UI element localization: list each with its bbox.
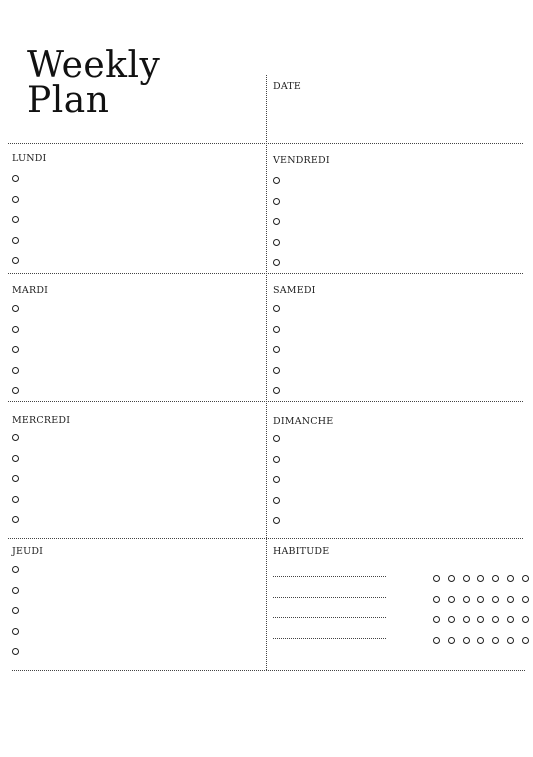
- title-line-1: Weekly: [27, 45, 161, 86]
- checkbox-bullet[interactable]: [12, 607, 19, 614]
- center-divider: [266, 75, 267, 670]
- checkbox-bullet[interactable]: [273, 198, 280, 205]
- habit-name-line[interactable]: [273, 617, 386, 618]
- day-label-mardi: MARDI: [12, 285, 49, 296]
- habit-check-circle[interactable]: [477, 637, 484, 644]
- habit-check-circle[interactable]: [463, 637, 470, 644]
- checkbox-bullet[interactable]: [273, 305, 280, 312]
- checkbox-bullet[interactable]: [273, 517, 280, 524]
- checkbox-bullet[interactable]: [273, 476, 280, 483]
- checkbox-bullet[interactable]: [12, 305, 19, 312]
- habit-check-circle[interactable]: [522, 616, 529, 623]
- checkbox-bullet[interactable]: [12, 475, 19, 482]
- checkbox-bullet[interactable]: [273, 367, 280, 374]
- checkbox-bullet[interactable]: [273, 177, 280, 184]
- checkbox-bullet[interactable]: [12, 346, 19, 353]
- checkbox-bullet[interactable]: [273, 435, 280, 442]
- checkbox-bullet[interactable]: [273, 497, 280, 504]
- habit-check-circle[interactable]: [522, 596, 529, 603]
- day-label-samedi: SAMEDI: [273, 285, 316, 296]
- habit-check-circle[interactable]: [463, 596, 470, 603]
- habit-check-circle[interactable]: [477, 596, 484, 603]
- divider-bottom: [12, 670, 525, 671]
- title-line-2: Plan: [27, 80, 110, 121]
- checkbox-bullet[interactable]: [12, 216, 19, 223]
- checkbox-bullet[interactable]: [12, 455, 19, 462]
- checkbox-bullet[interactable]: [12, 175, 19, 182]
- checkbox-bullet[interactable]: [273, 259, 280, 266]
- habit-check-circle[interactable]: [433, 596, 440, 603]
- habit-check-circle[interactable]: [492, 596, 499, 603]
- habit-check-circle[interactable]: [522, 575, 529, 582]
- day-label-vendredi: VENDREDI: [273, 155, 330, 166]
- checkbox-bullet[interactable]: [12, 516, 19, 523]
- checkbox-bullet[interactable]: [12, 566, 19, 573]
- day-label-lundi: LUNDI: [12, 153, 47, 164]
- checkbox-bullet[interactable]: [273, 326, 280, 333]
- checkbox-bullet[interactable]: [12, 367, 19, 374]
- habit-check-circle[interactable]: [463, 575, 470, 582]
- day-label-mercredi: MERCREDI: [12, 415, 71, 426]
- checkbox-bullet[interactable]: [12, 387, 19, 394]
- date-label: DATE: [273, 81, 302, 92]
- habit-check-circle[interactable]: [507, 637, 514, 644]
- page-title: [27, 45, 161, 121]
- habit-check-circle[interactable]: [433, 637, 440, 644]
- habit-check-circle[interactable]: [492, 575, 499, 582]
- habit-name-line[interactable]: [273, 597, 386, 598]
- day-label-dimanche: DIMANCHE: [273, 416, 334, 427]
- habit-name-line[interactable]: [273, 638, 386, 639]
- habit-check-circle[interactable]: [448, 575, 455, 582]
- checkbox-bullet[interactable]: [12, 237, 19, 244]
- habit-check-circle[interactable]: [448, 616, 455, 623]
- habit-check-circle[interactable]: [433, 575, 440, 582]
- habit-check-circle[interactable]: [433, 616, 440, 623]
- checkbox-bullet[interactable]: [273, 346, 280, 353]
- checkbox-bullet[interactable]: [12, 587, 19, 594]
- checkbox-bullet[interactable]: [12, 628, 19, 635]
- habit-check-circle[interactable]: [477, 616, 484, 623]
- habit-check-circle[interactable]: [448, 596, 455, 603]
- habit-check-circle[interactable]: [492, 637, 499, 644]
- checkbox-bullet[interactable]: [12, 496, 19, 503]
- habit-check-circle[interactable]: [522, 637, 529, 644]
- habit-check-circle[interactable]: [507, 575, 514, 582]
- habit-check-circle[interactable]: [507, 616, 514, 623]
- divider-row-2: [8, 401, 523, 402]
- habit-check-circle[interactable]: [477, 575, 484, 582]
- checkbox-bullet[interactable]: [273, 218, 280, 225]
- habit-check-circle[interactable]: [507, 596, 514, 603]
- checkbox-bullet[interactable]: [273, 239, 280, 246]
- checkbox-bullet[interactable]: [12, 648, 19, 655]
- habit-check-circle[interactable]: [492, 616, 499, 623]
- checkbox-bullet[interactable]: [12, 196, 19, 203]
- checkbox-bullet[interactable]: [12, 326, 19, 333]
- day-label-jeudi: JEUDI: [12, 546, 44, 557]
- habit-label: HABITUDE: [273, 546, 330, 557]
- checkbox-bullet[interactable]: [12, 257, 19, 264]
- divider-row-3: [8, 538, 523, 539]
- habit-name-line[interactable]: [273, 576, 386, 577]
- checkbox-bullet[interactable]: [273, 387, 280, 394]
- divider-row-1: [8, 273, 523, 274]
- habit-check-circle[interactable]: [463, 616, 470, 623]
- divider-header: [8, 143, 523, 144]
- habit-check-circle[interactable]: [448, 637, 455, 644]
- checkbox-bullet[interactable]: [273, 456, 280, 463]
- checkbox-bullet[interactable]: [12, 434, 19, 441]
